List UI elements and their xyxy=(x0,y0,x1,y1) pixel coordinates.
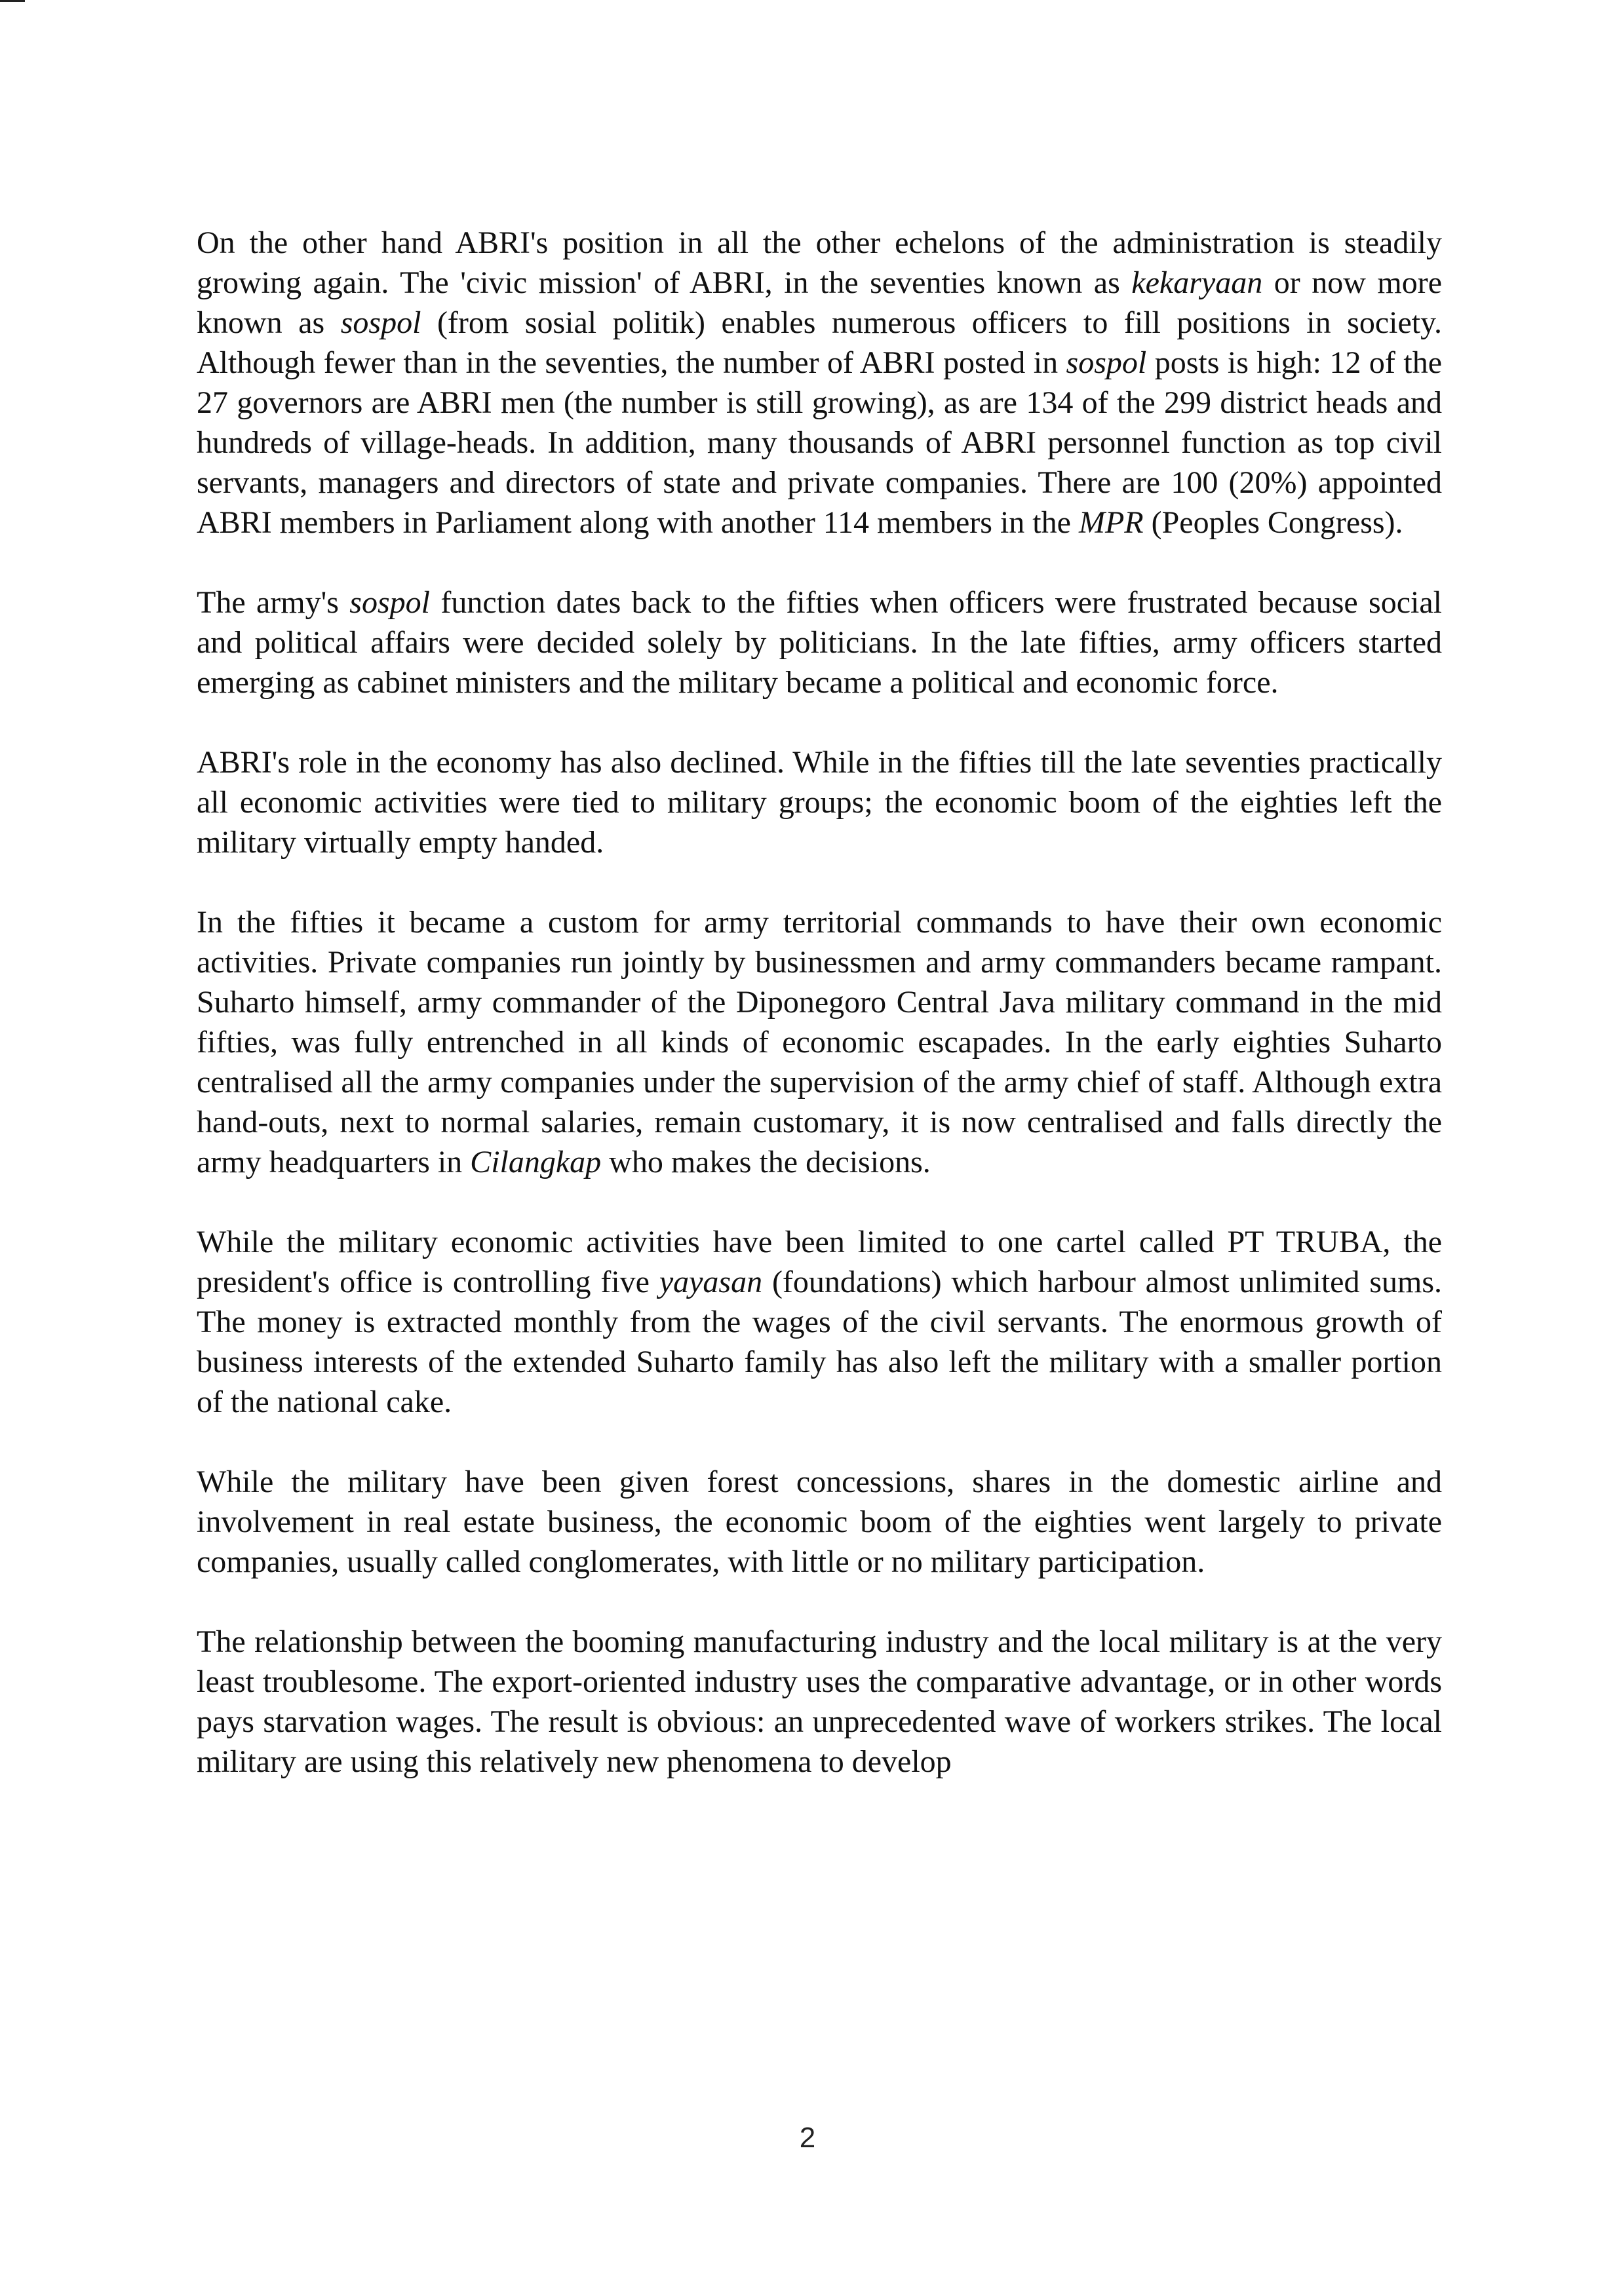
text-segment: ABRI's role in the economy has also declined. While in the fifties till the late seventies practically all economic activities were tied to military groups; the economic boom of the eighties left the military virtually empty handed. xyxy=(197,745,1442,860)
italic-term: Cilangkap xyxy=(470,1145,602,1179)
text-segment: In the fifties it became a custom for army territorial commands to have their own economic activities. Private companies run jointly by businessmen and army commanders became rampant. Suharto himself, army commander of the Diponegoro Central Java military command in the mid fifties, was fully entrenched in all kinds of economic escapades. In the early eighties Suharto centralised all the army companies under the supervision of the army chief of staff. Although extra hand-outs, next to normal salaries, remain customary, it is now centralised and falls directly the army headquarters in xyxy=(197,905,1442,1179)
italic-term: sospol xyxy=(1066,345,1147,380)
paragraph-pt-truba-yayasan xyxy=(197,1222,1442,1422)
text-segment: function dates back to the fifties when officers were frustrated because social and political affairs were decided solely by politicians. In the late fifties, army officers started emerging as cabinet ministers and the military became a political and economic force. xyxy=(197,585,1443,700)
paragraph-sospol-origins xyxy=(197,583,1442,702)
text-segment: The relationship between the booming manufacturing industry and the local military is at the very least troublesome. The export-oriented industry uses the comparative advantage, or in other words pays starvation wages. The result is obvious: an unprecedented wave of workers strikes. The local military are using this relatively new phenomena to develop xyxy=(197,1624,1442,1779)
paragraph-fifties-army-business xyxy=(197,902,1442,1182)
text-segment: (foundations) which harbour almost unlimited sums. The money is extracted monthly from the wages of the civil servants. The enormous growth of business interests of the extended Suharto family has also left the military with a smaller portion of the national cake. xyxy=(197,1265,1443,1419)
italic-term: yayasan xyxy=(659,1265,763,1299)
text-segment: (from sosial politik) enables numerous officers to fill positions in society. Although fewer than in the seventies, the number of ABRI posted in xyxy=(197,305,1442,380)
body-text xyxy=(197,223,1442,1822)
page-number: 2 xyxy=(799,2122,816,2154)
text-segment: (Peoples Congress). xyxy=(1143,505,1403,540)
paragraph-economy-decline xyxy=(197,742,1442,862)
paragraph-abri-administration xyxy=(197,223,1442,543)
paragraph-concessions xyxy=(197,1462,1442,1582)
text-segment: or now more known as xyxy=(197,265,1442,340)
text-segment: On the other hand ABRI's position in all the other echelons of the administration is steadily growing again. The 'civic mission' of ABRI, in the seventies known as xyxy=(197,225,1442,300)
text-segment: who makes the decisions. xyxy=(601,1145,931,1179)
italic-term: sospol xyxy=(340,305,421,340)
text-segment: While the military economic activities have been limited to one cartel called PT TRUBA, the president's office is controlling five xyxy=(197,1225,1442,1299)
italic-term: sospol xyxy=(349,585,430,620)
scan-corner-mark xyxy=(0,0,25,2)
italic-term: MPR xyxy=(1078,505,1144,540)
text-segment: The army's xyxy=(197,585,350,620)
text-segment: While the military have been given forest concessions, shares in the domestic airline and involvement in real estate business, the economic boom of the eighties went largely to private companies, usually called conglomerates, with little or no military participation. xyxy=(197,1464,1442,1579)
paragraph-manufacturing-strikes xyxy=(197,1622,1442,1782)
italic-term: kekaryaan xyxy=(1131,265,1263,300)
text-segment: posts is high: 12 of the 27 governors are ABRI men (the number is still growing), as are 134 of the 299 district heads and hundreds of village-heads. In addition, many thousands of ABRI personnel function as top civil servants, managers and directors of state and private companies. There are 100 (20%) appointed ABRI members in Parliament along with another 114 members in the xyxy=(197,345,1442,540)
